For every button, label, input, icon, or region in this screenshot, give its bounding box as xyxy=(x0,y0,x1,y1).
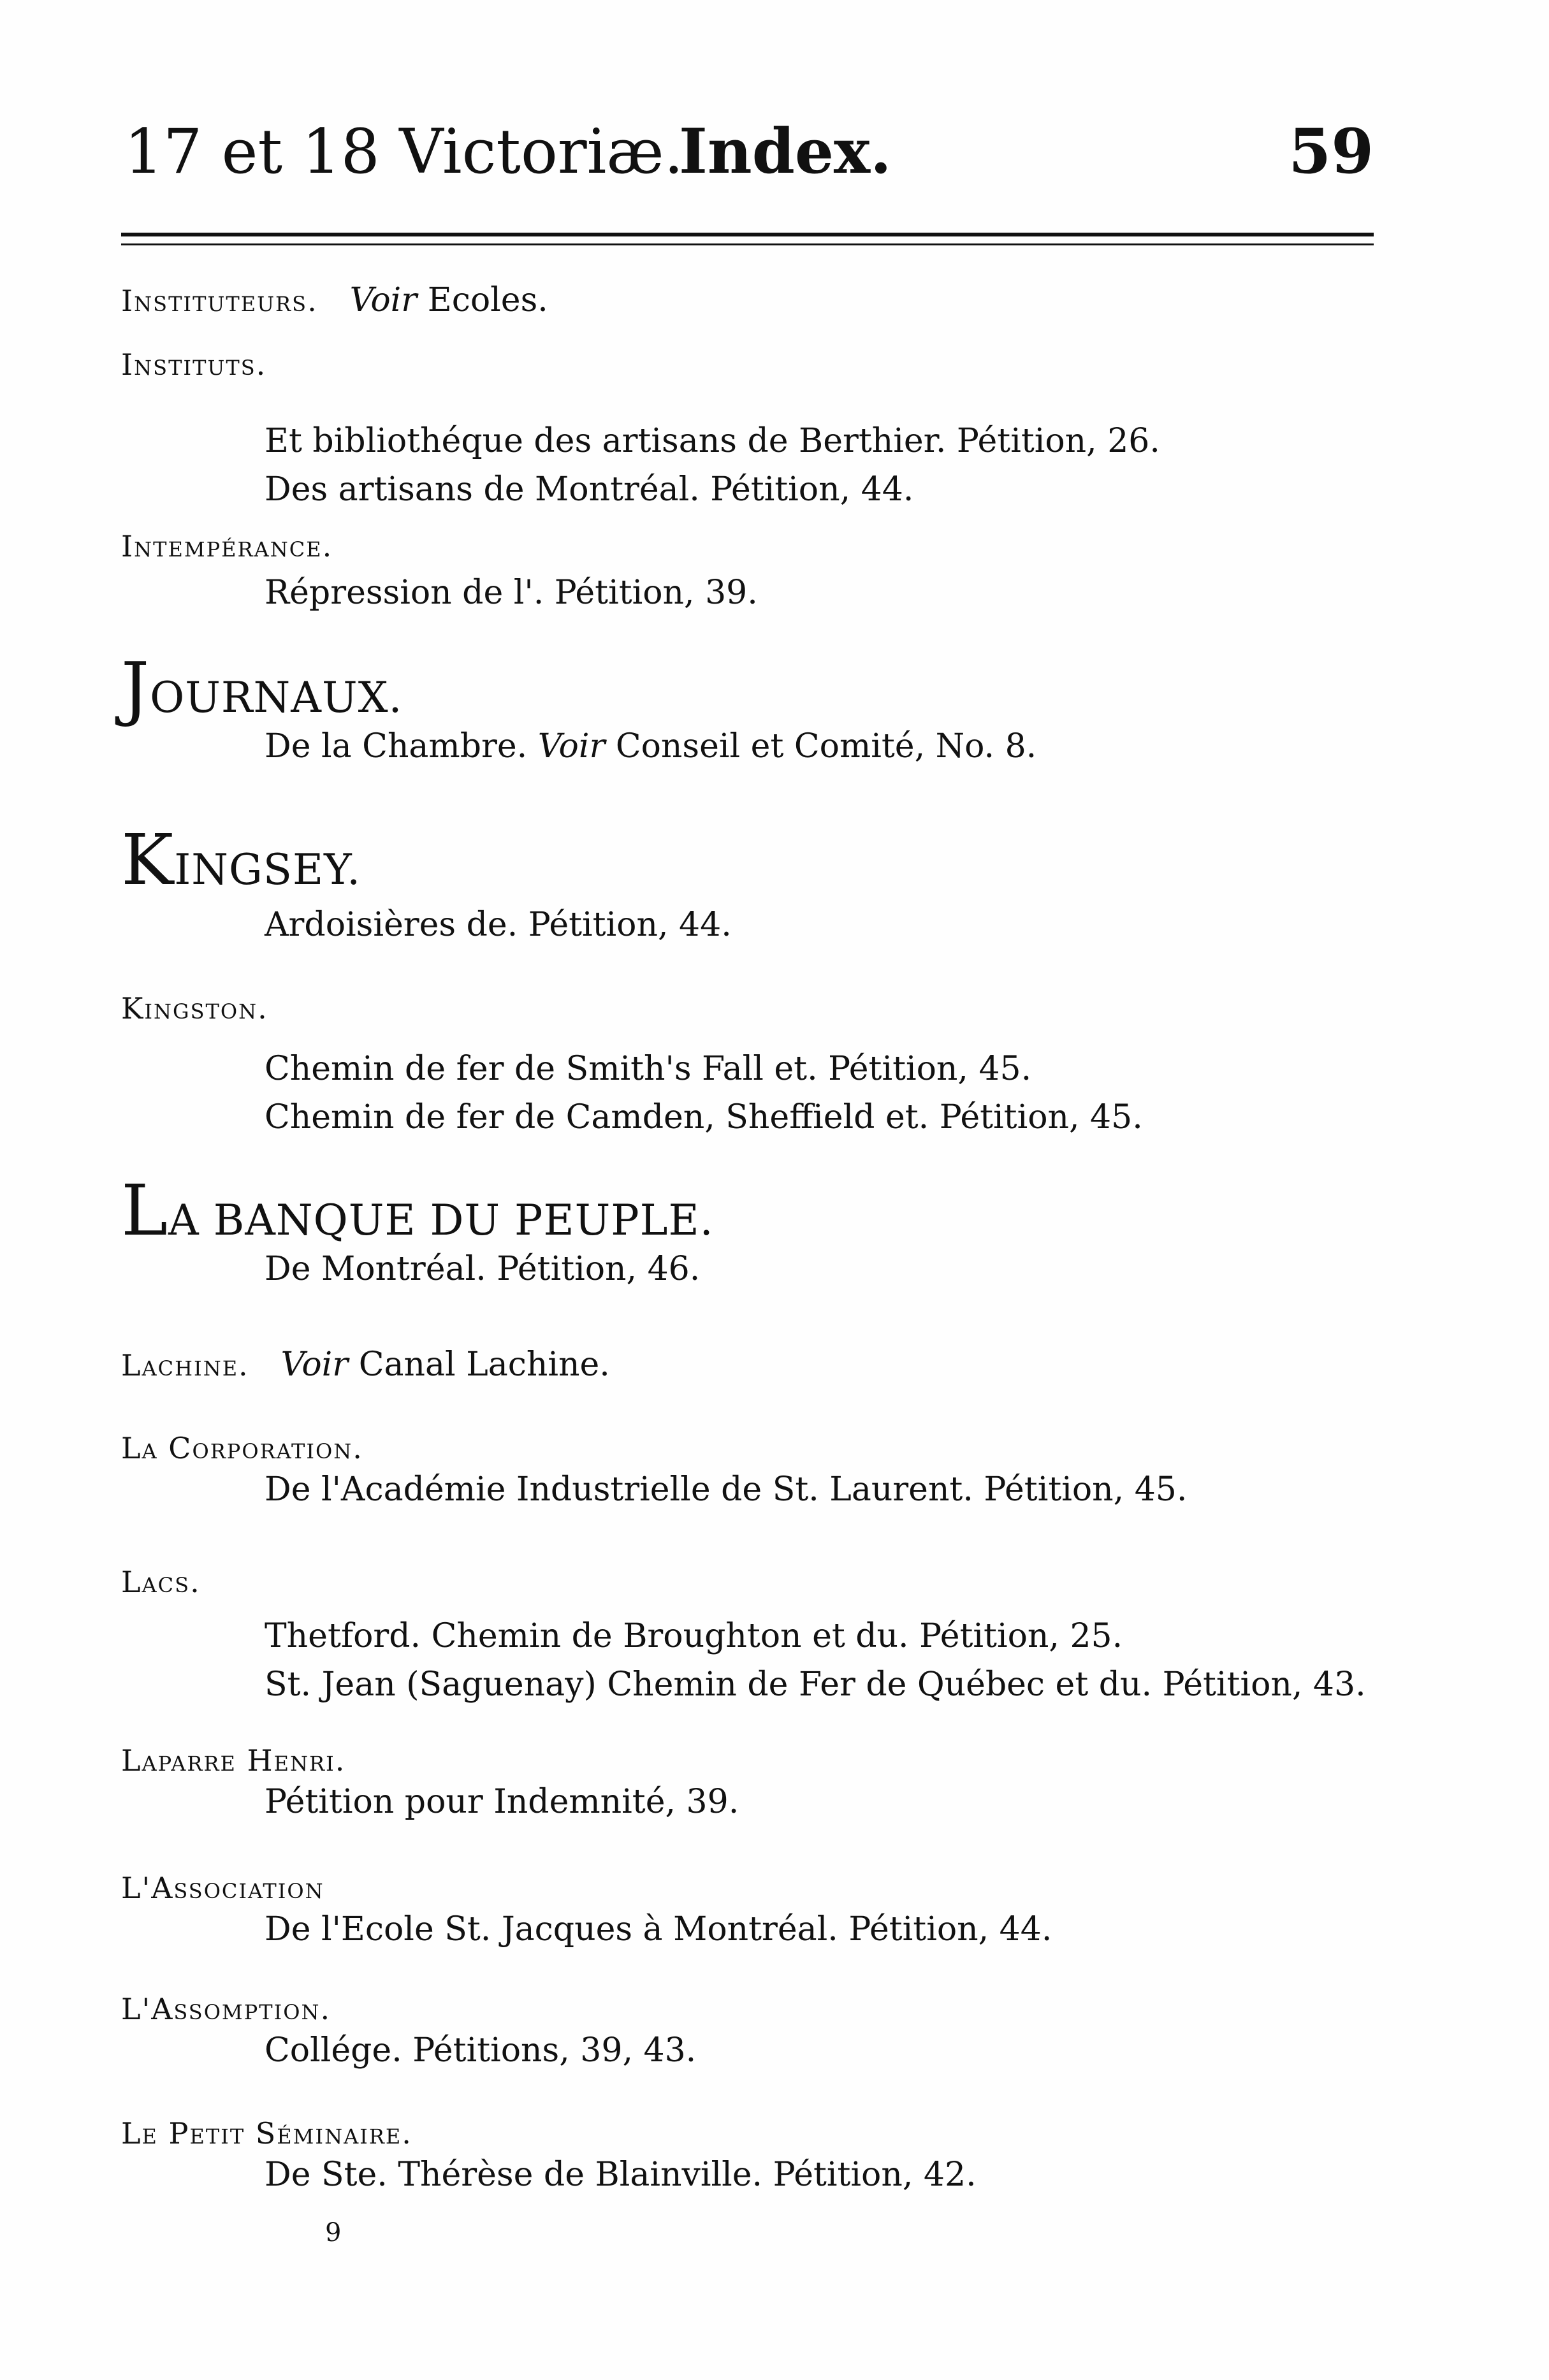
heading-text: Lachine. xyxy=(121,1348,249,1382)
entry-line xyxy=(265,723,1383,771)
entry-heading xyxy=(121,1345,1383,1384)
entry-heading: L'Assomption. xyxy=(121,1992,331,2026)
entry-heading: L'Association xyxy=(121,1871,324,1905)
entry-line: Collége. Pétitions, 39, 43. xyxy=(265,2031,697,2070)
entry-heading: Laparre Henri. xyxy=(121,1743,346,1778)
index-entry xyxy=(121,1992,1383,2075)
index-entry xyxy=(121,819,1383,950)
index-entry xyxy=(121,1743,1383,1827)
entry-heading: Instituts. xyxy=(121,347,267,382)
header-rule-thick xyxy=(121,233,1374,236)
index-entry xyxy=(121,1431,1383,1514)
entry-heading xyxy=(121,280,1383,320)
page-number: 59 xyxy=(1288,115,1374,187)
index-entry xyxy=(121,1871,1383,1954)
entry-line: St. Jean (Saguenay) Chemin de Fer de Québec et du. Pétition, 43. xyxy=(265,1665,1366,1704)
index-entry xyxy=(121,347,1383,514)
entry-heading xyxy=(121,647,1383,729)
heading-text: A BANQUE DU PEUPLE. xyxy=(168,1196,714,1245)
heading-text: INGSEY. xyxy=(174,845,361,894)
entry-line: Répression de l'. Pétition, 39. xyxy=(265,574,758,613)
index-entry xyxy=(121,991,1383,1142)
heading-text: OURNAUX. xyxy=(150,673,403,722)
entry-line: De l'Académie Industrielle de St. Laurent. Pétition, 45. xyxy=(265,1470,1188,1509)
index-entry xyxy=(121,280,1383,320)
entry-line: Pétition pour Indemnité, 39. xyxy=(265,1783,739,1822)
line-text: Conseil et Comité, No. 8. xyxy=(605,727,1037,766)
entry-line: De Ste. Thérèse de Blainville. Pétition, 42. xyxy=(265,2156,977,2195)
index-entry xyxy=(121,529,1383,618)
entry-line: Ardoisières de. Pétition, 44. xyxy=(265,906,732,945)
entry-line: Chemin de fer de Smith's Fall et. Pétition, 45. xyxy=(265,1050,1032,1089)
heading-text: Instituteurs. xyxy=(121,284,318,318)
entry-line: De l'Ecole St. Jacques à Montréal. Pétition, 44. xyxy=(265,1910,1052,1949)
entry-line: Des artisans de Montréal. Pétition, 44. xyxy=(265,470,914,509)
line-text: De la Chambre. xyxy=(265,727,538,766)
entry-line: De Montréal. Pétition, 46. xyxy=(265,1250,701,1289)
signature-mark: 9 xyxy=(325,2218,342,2247)
page-header xyxy=(124,115,1374,204)
index-entry xyxy=(121,647,1383,771)
see-target: Canal Lachine. xyxy=(358,1346,610,1384)
entry-heading xyxy=(121,1170,1383,1251)
see-reference: Voir xyxy=(537,727,606,766)
entry-heading xyxy=(121,819,1383,901)
see-reference: Voir xyxy=(349,281,418,319)
index-entry xyxy=(121,1565,1383,1709)
heading-initial: L xyxy=(121,1170,169,1251)
see-reference: Voir xyxy=(280,1346,349,1384)
entry-heading: La Corporation. xyxy=(121,1431,363,1465)
entry-heading: Lacs. xyxy=(121,1565,201,1599)
entry-line: Et bibliothéque des artisans de Berthier. Pétition, 26. xyxy=(265,422,1160,461)
index-entry xyxy=(121,1170,1383,1294)
heading-initial: J xyxy=(121,647,150,729)
entry-line: Thetford. Chemin de Broughton et du. Pétition, 25. xyxy=(265,1617,1123,1656)
header-section: Index. xyxy=(679,115,892,187)
entry-line: Chemin de fer de Camden, Sheffield et. Pétition, 45. xyxy=(265,1098,1143,1136)
index-entry xyxy=(121,2116,1383,2200)
index-entry xyxy=(121,1345,1383,1384)
heading-initial: K xyxy=(121,819,175,901)
entry-heading: Intempérance. xyxy=(121,529,333,563)
header-title: 17 et 18 Victoriæ. xyxy=(124,116,684,187)
see-target: Ecoles. xyxy=(427,281,548,319)
header-rule-thin xyxy=(121,243,1374,245)
entry-heading: Le Petit Séminaire. xyxy=(121,2116,412,2151)
entry-heading: Kingston. xyxy=(121,991,268,1026)
